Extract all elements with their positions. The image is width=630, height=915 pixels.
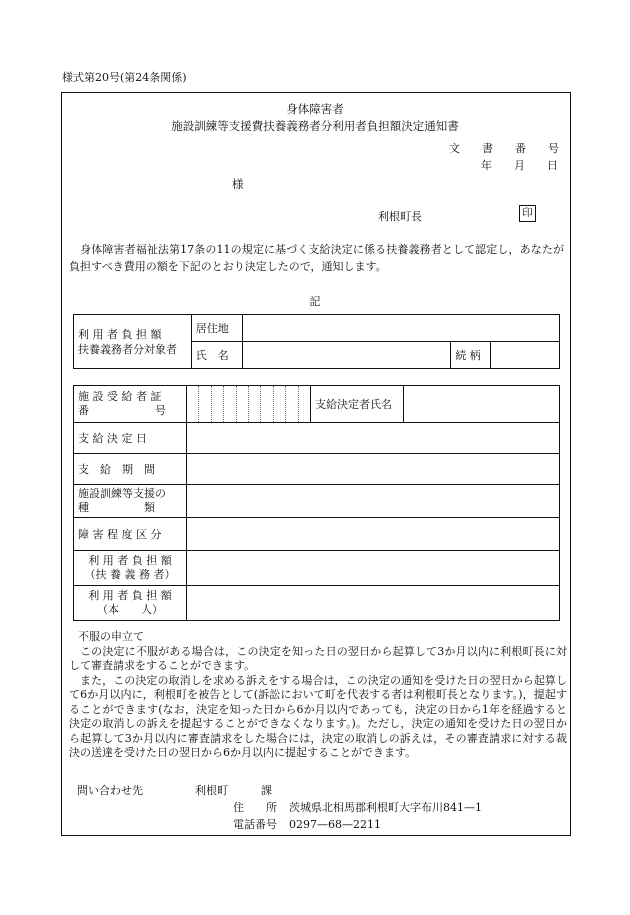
certificate-number-label: 施 設 受 給 者 証 番 号 xyxy=(74,386,187,423)
decided-person-name-label: 支給決定者氏名 xyxy=(311,386,404,423)
contact-dept: 利根町 課 xyxy=(195,784,272,797)
document-number: 文 書 番 号 xyxy=(449,142,559,155)
title-line-2: 施設訓練等支援費扶養義務者分利用者負担額決定通知書 xyxy=(171,119,459,133)
objection-section xyxy=(69,630,567,761)
contact-section xyxy=(77,782,557,833)
contact-address: 茨城県北相馬郡利根町大字布川841—1 xyxy=(289,801,482,814)
ki-heading: 記 xyxy=(309,295,321,308)
target-person-table xyxy=(73,314,560,369)
contact-phone: 0297—68—2211 xyxy=(289,818,381,831)
disability-level-field[interactable] xyxy=(187,518,560,551)
address-label: 居住地 xyxy=(191,315,242,342)
contact-phone-label: 電話番号 xyxy=(233,818,277,831)
target-person-header: 利 用 者 負 担 額 扶養義務者分対象者 xyxy=(74,315,192,369)
burden-self-label: 利 用 者 負 担 額 （本 人） xyxy=(74,586,187,621)
burden-guarantor-field[interactable] xyxy=(187,551,560,586)
address-field[interactable] xyxy=(243,315,560,342)
certificate-number-field[interactable] xyxy=(187,386,311,423)
relation-label: 続 柄 xyxy=(451,342,490,369)
addressee-suffix: 様 xyxy=(232,177,244,191)
decision-date-label: 支 給 決 定 日 xyxy=(74,423,187,454)
name-field[interactable] xyxy=(243,342,451,369)
notice-body xyxy=(69,241,564,275)
support-details-table xyxy=(73,385,560,621)
contact-label: 問い合わせ先 xyxy=(77,784,143,797)
support-period-field[interactable] xyxy=(187,454,560,485)
service-type-field[interactable] xyxy=(187,485,560,518)
objection-title: 不服の申立て xyxy=(78,630,144,643)
decision-date-field[interactable] xyxy=(187,423,560,454)
notice-body-text: 身体障害者福祉法第17条の11の規定に基づく支給決定に係る扶養義務者として認定し，あなたが負担すべき費用の額を下記のとおり決定したので，通知します。 xyxy=(69,243,564,273)
support-period-label: 支 給 期 間 xyxy=(74,454,187,485)
name-label: 氏 名 xyxy=(191,342,242,369)
relation-field[interactable] xyxy=(490,342,559,369)
seal-mark: 印 xyxy=(519,205,536,222)
objection-paragraph-1: この決定に不服がある場合は，この決定を知った日の翌日から起算して3か月以内に利根町長に対して審査請求をすることができます。 xyxy=(69,644,567,672)
issuer: 利根町長 xyxy=(378,210,422,223)
burden-self-field[interactable] xyxy=(187,586,560,621)
burden-guarantor-label: 利 用 者 負 担 額 （扶 養 義 務 者） xyxy=(74,551,187,586)
service-type-label: 施設訓練等支援の 種 類 xyxy=(74,485,187,518)
disability-level-label: 障 害 程 度 区 分 xyxy=(74,518,187,551)
form-id: 様式第20号(第24条関係) xyxy=(62,71,187,84)
decided-person-name-field[interactable] xyxy=(404,386,560,423)
contact-address-label: 住 所 xyxy=(233,801,277,814)
document-date: 年 月 日 xyxy=(481,159,558,172)
title-line-1: 身体障害者 xyxy=(286,102,344,116)
objection-paragraph-2: また，この決定の取消しを求める訴えをする場合は，この決定の通知を受けた日の翌日から起算して6か月以内に，利根町を被告として(訴訟において町を代表する者は利根町長となります。)，提起することができます(なお，決定を知った日から6か月以内であっても，決定の日から1年を経過すると決定の取消しの訴えを提起することができなくなります。)。ただし，決定の通知を受けた日の翌日から起算して3か月以内に審査請求をした場合には，決定の取消しの訴えは，その審査請求に対する裁決の送達を受けた日の翌日から6か月以内に提起することができます。 xyxy=(69,673,567,759)
